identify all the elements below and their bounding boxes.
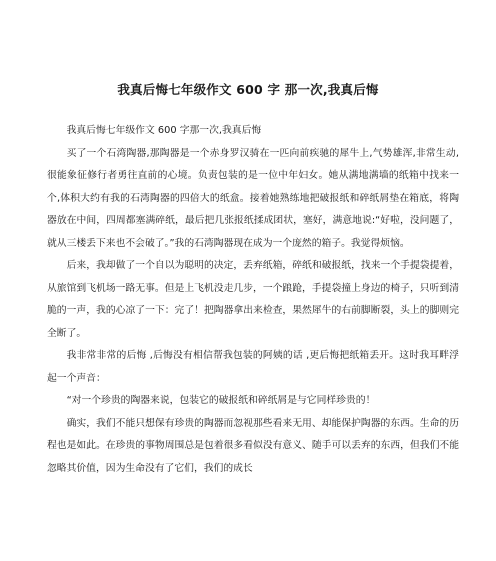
paragraph: “对一个珍贵的陶器来说，包装它的破报纸和碎纸屑是与它同样珍贵的！ [66, 395, 376, 406]
document-title: 我真后悔七年级作文 600 字 那一次,我真后悔 [117, 82, 379, 97]
paragraph: 我真后悔七年级作文 600 字那一次,我真后悔 [66, 125, 262, 136]
paragraph: 买了一个石湾陶器,那陶器是一个赤身罗汉骑在一匹向前疾驰的犀牛上,气势雄浑,非常生动,很能象征修行者勇往直前的心境。负责包装的是一位中年妇女。她从满地满墙的纸箱中找来一个,体积大约有我的石湾陶器的四倍大的纸盒。接着她熟练地把破报纸和碎纸屑垫在箱底，将陶器放在中间，四周都塞满碎纸，最后把几张报纸揉成团状，塞好，满意地说:“好啦，没问题了，就从三楼丢下来也不会破了。”我的石湾陶器现在成为一个庞然的箱子。我觉得烦恼。 [47, 147, 459, 249]
paragraph: 我非常非常的后悔 ,后悔没有相信帮我包装的阿姨的话 ,更后悔把纸箱丢开。这时我耳畔浮起一个声音： [47, 350, 459, 384]
paragraph: 后来，我却做了一个自以为聪明的决定，丢弃纸箱，碎纸和破报纸，找来一个手提袋提着，从旅馆到飞机场一路无事。但是上飞机没走几步，一个踉跄，手提袋撞上身边的椅子，只听到清脆的一声，我的心凉了一下：完了！把陶器拿出来检查，果然犀牛的右前脚断裂，头上的脚则完全断了。 [47, 260, 459, 339]
paragraph: 确实，我们不能只想保有珍贵的陶器而忽视那些看来无用、却能保护陶器的东西。生命的历程也是如此。在珍贵的事物周围总是包着很多看似没有意义、随手可以丢弃的东西，但我们不能忽略其价值，因为生命没有了它们，我们的成长 [47, 417, 459, 474]
document-body [47, 120, 459, 480]
